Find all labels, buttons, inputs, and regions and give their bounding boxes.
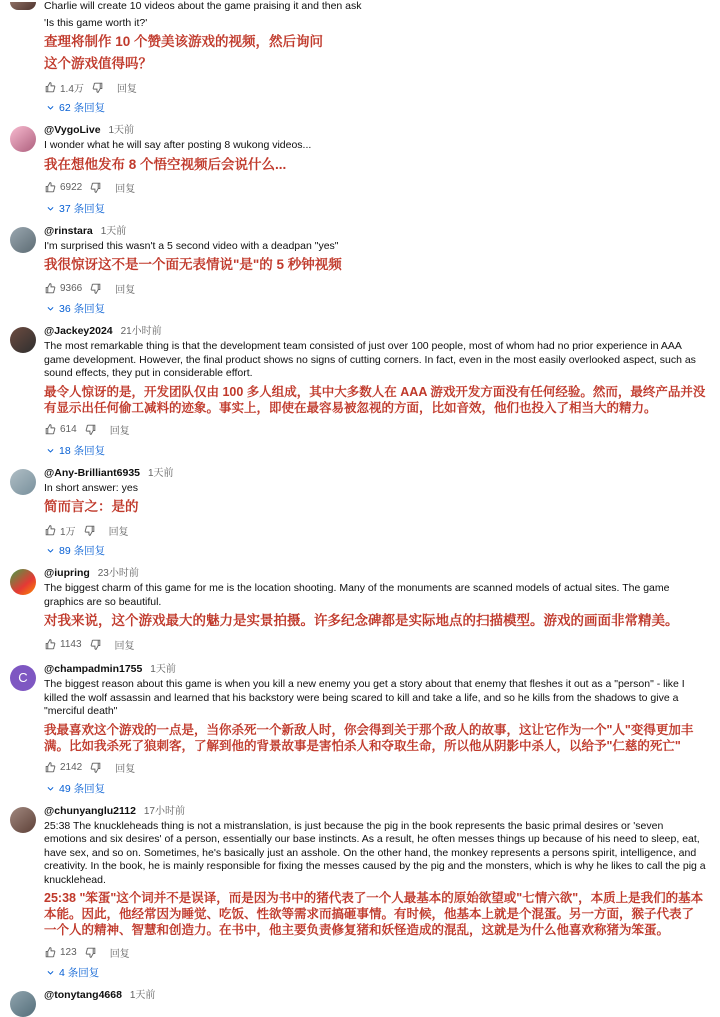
comment-original-text: I'm surprised this wasn't a 5 second video with a deadpan "yes" — [44, 239, 339, 252]
reply-button[interactable]: 回复 — [115, 284, 136, 296]
comment-item — [0, 657, 720, 799]
comment-item — [0, 799, 720, 984]
dislike-button[interactable] — [84, 423, 97, 436]
chevron-down-icon — [46, 446, 55, 455]
comment-timestamp: 1天前 — [150, 664, 176, 675]
comment-item — [0, 0, 720, 118]
thumb-up-icon — [44, 423, 57, 436]
like-count: 2142 — [60, 762, 83, 773]
comment-timestamp: 1天前 — [100, 225, 127, 237]
comment-translation-text: 我最喜欢这个游戏的一点是，当你杀死一个新敌人时，你会得到关于那个敌人的故事，这让它作为一个"人"变得更加丰满。比如我杀死了狼刺客，了解到他的背景故事是害怕杀人和夺取生命，所以他从阴影中杀人，以给予"仁慈的死亡" — [44, 722, 694, 753]
dislike-button[interactable] — [89, 638, 102, 651]
comment-item — [0, 461, 720, 562]
view-replies-button[interactable] — [46, 442, 706, 459]
avatar[interactable] — [10, 569, 36, 595]
thumb-up-icon — [44, 761, 57, 774]
avatar[interactable]: C — [10, 665, 36, 691]
dislike-button[interactable] — [89, 282, 102, 295]
comment-body — [44, 225, 706, 318]
avatar-column — [10, 124, 44, 217]
comment-original-text: 25:38 The knuckleheads thing is not a mistranslation, is just because the pig in the book represents the basic primal desires or 'seven emotions and six desires' of a person, essentially our base instincts. As a result, he often messes things up because of his need to sleep, eat, have sex, and so on. Sometimes, he's basically just an asshole. On the other hand, the monkey represents a persons spirit, intelligence, and creativity. In the book, he is mainly responsible for fixing the messes caused by the pig and the monsters, which is why he likes to call the pig a knucklehead. — [44, 819, 706, 886]
view-replies-button[interactable] — [46, 542, 706, 559]
like-count: 6922 — [60, 182, 83, 193]
comment-original-text: The most remarkable thing is that the development team consisted of just over 100 people, most of whom had no prior experience in AAA game development. However, the final product shows no signs of cutting corners. In fact, even in the most easily overlooked aspect, such as sound effects, they put in considerable effort. — [44, 340, 696, 379]
thumb-down-icon — [84, 946, 97, 959]
like-button[interactable] — [44, 761, 82, 774]
comment-body — [44, 805, 706, 982]
avatar-column — [10, 805, 44, 982]
comment-author[interactable]: @Any-Brilliant6935 — [44, 466, 141, 479]
like-button[interactable] — [44, 523, 76, 538]
comment-actions — [44, 77, 706, 97]
comment-author[interactable]: @champadmin1755 — [44, 663, 143, 675]
comment-original-text-2: 'Is this game worth it?' — [44, 16, 148, 29]
comment-meta — [44, 567, 706, 580]
like-count: 1万 — [60, 526, 76, 538]
thumb-down-icon — [89, 761, 102, 774]
avatar-column — [10, 663, 44, 797]
comment-actions — [44, 634, 706, 654]
avatar[interactable] — [10, 807, 36, 833]
like-count: 9366 — [60, 282, 83, 294]
avatar-column — [10, 467, 44, 560]
comment-original-text: In short answer: yes — [44, 481, 138, 494]
view-replies-button[interactable] — [46, 300, 706, 317]
dislike-button[interactable] — [83, 524, 96, 537]
comment-translation-text: 对我来说，这个游戏最大的魅力是实景拍摄。许多纪念碑都是实际地点的扫描模型。游戏的画面非常精美。 — [44, 613, 679, 628]
avatar[interactable] — [10, 327, 36, 353]
avatar[interactable] — [10, 2, 36, 10]
thumb-up-icon — [44, 638, 57, 651]
thumb-down-icon — [83, 524, 96, 537]
comment-meta — [44, 225, 706, 238]
avatar[interactable] — [10, 469, 36, 495]
comment-translation-text: 25:38 "笨蛋"这个词并不是误译，而是因为书中的猪代表了一个人最基本的原始欲望或"七情六欲"，本质上是我们的基本本能。因此，他经常因为睡觉、吃饭、性欲等需求而搞砸事情。有时候，他基本上就是个混蛋。另一方面，猴子代表了一个人的精神、智慧和创造力。在书中，他主要负责修复猪和妖怪造成的混乱，这就是为什么他喜欢称猪为笨蛋。 — [44, 891, 704, 937]
comment-meta — [44, 124, 706, 137]
dislike-button[interactable] — [91, 81, 104, 94]
comment-actions — [44, 420, 706, 440]
comment-translation-text-2: 这个游戏值得吗？ — [44, 56, 152, 71]
like-button[interactable] — [44, 638, 82, 651]
comment-meta — [44, 663, 706, 676]
view-replies-button[interactable] — [46, 780, 706, 797]
replies-count-label: 49 条回复 — [59, 782, 106, 795]
reply-button[interactable]: 回复 — [108, 526, 129, 538]
reply-button[interactable]: 回复 — [109, 426, 130, 437]
comment-original-text: The biggest reason about this game is when you kill a new enemy you get a story about that enemy that fleshes it out as a "person" - like I killed the wolf assassin and learned that his backstory were being scared to kill and take a life, and so he kills from the shadows to give a "merciful death" — [44, 678, 685, 717]
comment-translation-text: 查理将制作 10 个赞美该游戏的视频，然后询问 — [44, 34, 324, 49]
comment-item — [0, 983, 720, 1017]
comment-author[interactable]: @tonytang4668 — [44, 989, 122, 1001]
comment-translation-text: 最令人惊讶的是，开发团队仅由 100 多人组成，其中大多数人在 AAA 游戏开发方面没有任何经验。然而，最终产品并没有显示出任何偷工减料的迹象。事实上，即使在最容易被忽视的方面，比如音效，他们也投入了相当大的精力。 — [44, 384, 706, 415]
replies-count-label: 36 条回复 — [59, 303, 106, 315]
comment-actions — [44, 520, 706, 540]
replies-count-label: 62 条回复 — [59, 102, 106, 114]
comment-author[interactable]: @rinstara — [44, 224, 93, 237]
dislike-button[interactable] — [89, 181, 102, 194]
like-count: 1143 — [60, 638, 82, 650]
comment-item — [0, 118, 720, 219]
chevron-down-icon — [46, 304, 55, 313]
comment-body — [44, 567, 706, 655]
thumb-up-icon — [44, 181, 57, 194]
comment-body — [44, 467, 706, 560]
comment-item — [0, 561, 720, 657]
comment-original-text: The biggest charm of this game for me is the location shooting. Many of the monuments are scanned models of actual sites. The game graphics are so beautiful. — [44, 582, 670, 608]
avatar[interactable] — [10, 227, 36, 253]
chevron-down-icon — [46, 103, 55, 112]
replies-count-label: 4 条回复 — [59, 967, 100, 979]
avatar[interactable] — [10, 126, 36, 152]
reply-button[interactable]: 回复 — [115, 764, 136, 775]
like-button[interactable] — [44, 80, 84, 95]
comment-translation-text: 我在想他发布 8 个悟空视频后会说什么... — [44, 156, 287, 172]
comment-original-text: Charlie will create 10 videos about the game praising it and then ask — [44, 0, 362, 12]
thumb-down-icon — [89, 282, 102, 295]
avatar-column — [10, 325, 44, 459]
comment-body — [44, 124, 706, 217]
thumb-down-icon — [89, 638, 102, 651]
comment-translation-text: 简而言之：是的 — [44, 499, 139, 514]
comment-actions — [44, 178, 706, 198]
like-count: 614 — [60, 424, 77, 435]
like-count: 123 — [60, 946, 77, 958]
like-button[interactable] — [44, 946, 77, 959]
avatar-column — [10, 225, 44, 318]
comment-actions — [44, 758, 706, 778]
dislike-button[interactable] — [84, 946, 97, 959]
replies-count-label: 18 条回复 — [59, 444, 106, 457]
comment-body — [44, 989, 706, 1017]
comment-timestamp: 23小时前 — [97, 568, 139, 579]
avatar-column — [10, 0, 44, 116]
thumb-up-icon — [44, 282, 57, 295]
comment-meta — [44, 805, 706, 818]
comment-author[interactable]: @VygoLive — [44, 124, 101, 136]
replies-count-label: 89 条回复 — [59, 545, 106, 557]
avatar[interactable] — [10, 991, 36, 1017]
comment-body — [44, 663, 706, 797]
comment-item — [0, 319, 720, 461]
chevron-down-icon — [46, 204, 55, 213]
comment-timestamp: 1天前 — [129, 990, 156, 1001]
comment-timestamp: 1天前 — [108, 125, 135, 136]
view-replies-button[interactable] — [46, 200, 706, 217]
chevron-down-icon — [46, 546, 55, 555]
comment-timestamp: 17小时前 — [143, 805, 185, 817]
replies-count-label: 37 条回复 — [59, 202, 106, 215]
thumb-down-icon — [91, 81, 104, 94]
thumb-up-icon — [44, 524, 57, 537]
reply-button[interactable]: 回复 — [115, 184, 136, 195]
thumb-down-icon — [84, 423, 97, 436]
comment-body — [44, 325, 706, 459]
avatar-column — [10, 567, 44, 655]
comment-item — [0, 219, 720, 320]
reply-button[interactable]: 回复 — [116, 83, 137, 95]
comment-timestamp: 21小时前 — [120, 326, 162, 337]
comment-original-text: I wonder what he will say after posting 8 wukong videos... — [44, 139, 312, 151]
chevron-down-icon — [46, 784, 55, 793]
view-replies-button[interactable] — [46, 964, 706, 981]
like-button[interactable] — [44, 423, 77, 436]
chevron-down-icon — [46, 968, 55, 977]
reply-button[interactable]: 回复 — [114, 640, 135, 652]
like-button[interactable] — [44, 282, 82, 295]
comment-meta — [44, 467, 706, 480]
comment-body — [44, 0, 706, 116]
comment-author[interactable]: @chunyanglu2112 — [44, 804, 136, 817]
view-replies-button[interactable] — [46, 99, 706, 116]
like-count: 1.4万 — [60, 83, 84, 95]
comment-translation-text: 我很惊讶这不是一个面无表情说"是"的 5 秒钟视频 — [44, 257, 342, 272]
thumb-up-icon — [44, 946, 57, 959]
thumb-down-icon — [89, 181, 102, 194]
like-button[interactable] — [44, 181, 82, 194]
avatar-column — [10, 989, 44, 1017]
comment-actions — [44, 942, 706, 962]
thumb-up-icon — [44, 81, 57, 94]
comment-actions — [44, 278, 706, 298]
comment-author[interactable]: @iupring — [44, 567, 90, 579]
comment-meta — [44, 989, 706, 1002]
reply-button[interactable]: 回复 — [109, 948, 130, 960]
dislike-button[interactable] — [89, 761, 102, 774]
comment-timestamp: 1天前 — [147, 467, 174, 479]
comment-meta — [44, 325, 706, 338]
comment-author[interactable]: @Jackey2024 — [44, 325, 113, 337]
